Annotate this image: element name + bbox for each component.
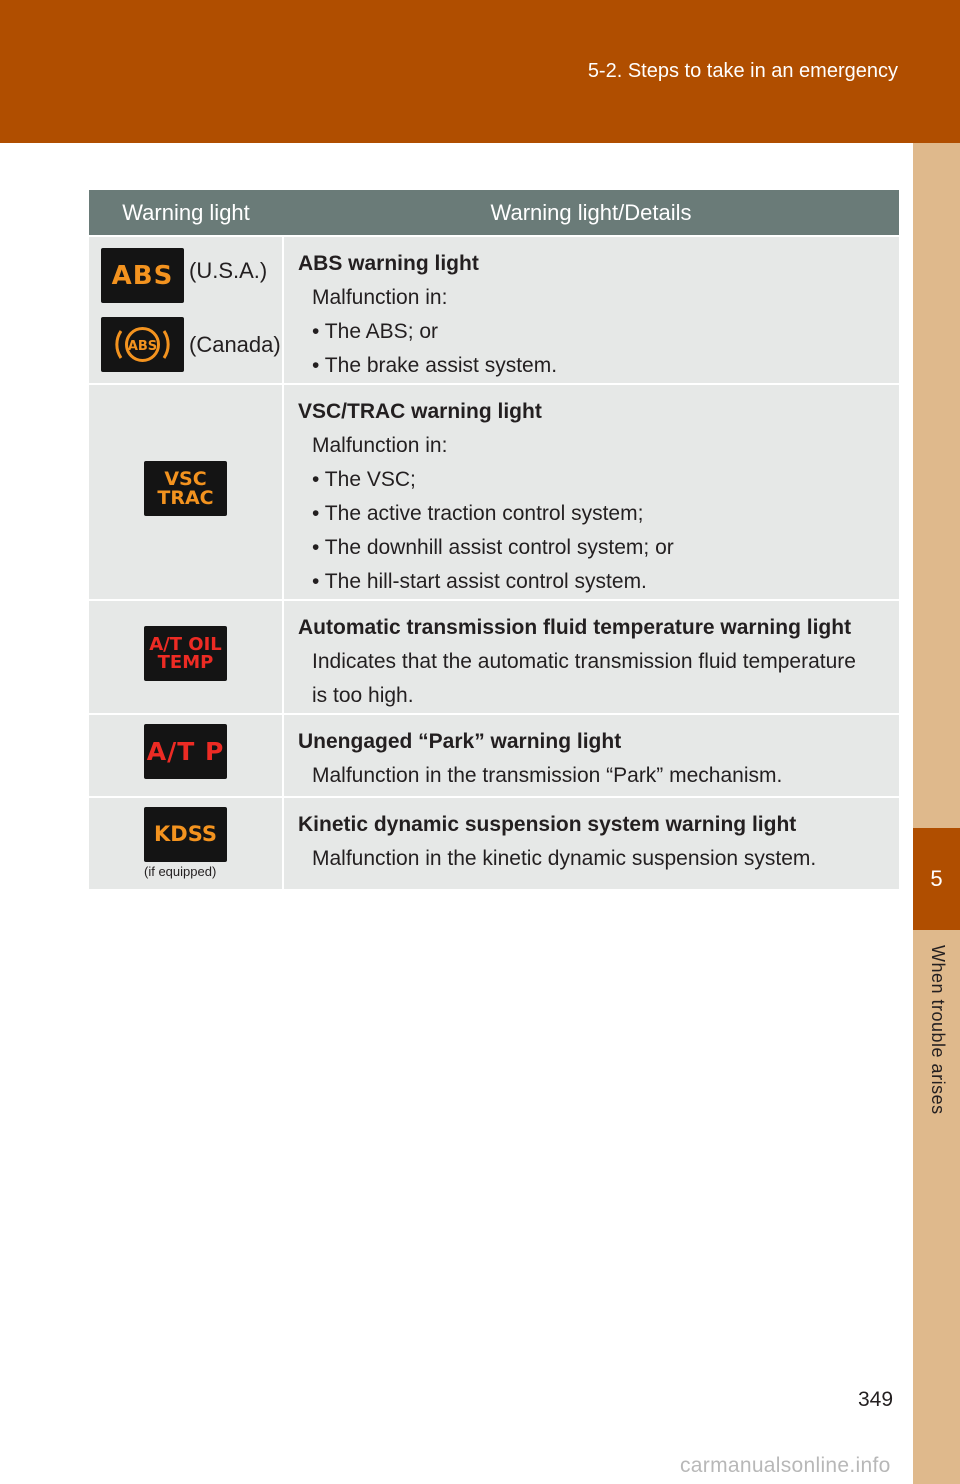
warning-light-cell [89, 236, 283, 384]
table-row [89, 236, 899, 384]
detail-bullet: • The downhill assist control system; or [312, 536, 674, 559]
detail-bullet: • The VSC; [312, 468, 416, 491]
details-cell [283, 236, 899, 384]
detail-line: Malfunction in: [312, 286, 448, 309]
detail-bullet: • The hill-start assist control system. [312, 570, 647, 593]
abs-warning-icon: ABS [101, 248, 184, 303]
details-cell [283, 797, 899, 889]
detail-bullet: • The active traction control system; [312, 502, 644, 525]
warning-title: Unengaged “Park” warning light [298, 730, 622, 753]
warning-title: ABS warning light [298, 252, 479, 275]
column-header-details: Warning light/Details [283, 190, 899, 236]
table-row [89, 797, 899, 889]
details-cell [283, 714, 899, 797]
warning-light-cell [89, 797, 283, 889]
chapter-label: When trouble arises [928, 945, 948, 1115]
table-row [89, 600, 899, 714]
kdss-warning-icon: KDSS [144, 807, 227, 862]
warning-light-table [89, 190, 899, 889]
detail-bullet: • The brake assist system. [312, 354, 558, 377]
details-cell [283, 600, 899, 714]
icon-text-line: A/T OIL [149, 633, 222, 655]
at-park-warning-icon: A/T P [144, 724, 227, 779]
watermark-text: carmanualsonline.info [680, 1454, 891, 1477]
detail-line: Malfunction in the kinetic dynamic suspension system. [312, 847, 817, 870]
if-equipped-note: (if equipped) [144, 864, 217, 879]
warning-light-cell [89, 600, 283, 714]
chapter-header [0, 0, 960, 143]
region-label-usa: (U.S.A.) [189, 258, 268, 283]
at-oil-temp-warning-icon [144, 626, 227, 681]
side-band [913, 143, 960, 1484]
icon-text-line: VSC [164, 467, 207, 490]
column-header-warning-light: Warning light [89, 190, 283, 236]
detail-bullet: • The ABS; or [312, 320, 439, 343]
table-row [89, 714, 899, 797]
icon-text-line: TEMP [157, 651, 214, 673]
detail-line: is too high. [312, 684, 414, 707]
warning-title: Kinetic dynamic suspension system warning light [298, 813, 797, 836]
region-label-canada: (Canada) [189, 332, 281, 357]
icon-text-line: TRAC [157, 486, 214, 509]
chapter-number-tab: 5 [913, 828, 960, 930]
detail-line: Malfunction in: [312, 434, 448, 457]
warning-light-cell [89, 714, 283, 797]
warning-light-cell [89, 384, 283, 600]
detail-line: Indicates that the automatic transmission fluid temperature [312, 650, 856, 673]
abs-circle-icon-text: ABS [127, 339, 158, 354]
vsc-trac-warning-icon [144, 461, 227, 516]
detail-line: Malfunction in the transmission “Park” mechanism. [312, 764, 783, 787]
table-header-row [89, 190, 899, 236]
section-title: 5-2. Steps to take in an emergency [587, 60, 898, 82]
details-cell [283, 384, 899, 600]
table-row [89, 384, 899, 600]
warning-title: VSC/TRAC warning light [298, 400, 542, 423]
page-number: 349 [858, 1388, 894, 1411]
warning-title: Automatic transmission fluid temperature warning light [298, 616, 852, 639]
abs-circle-warning-icon [101, 317, 184, 372]
